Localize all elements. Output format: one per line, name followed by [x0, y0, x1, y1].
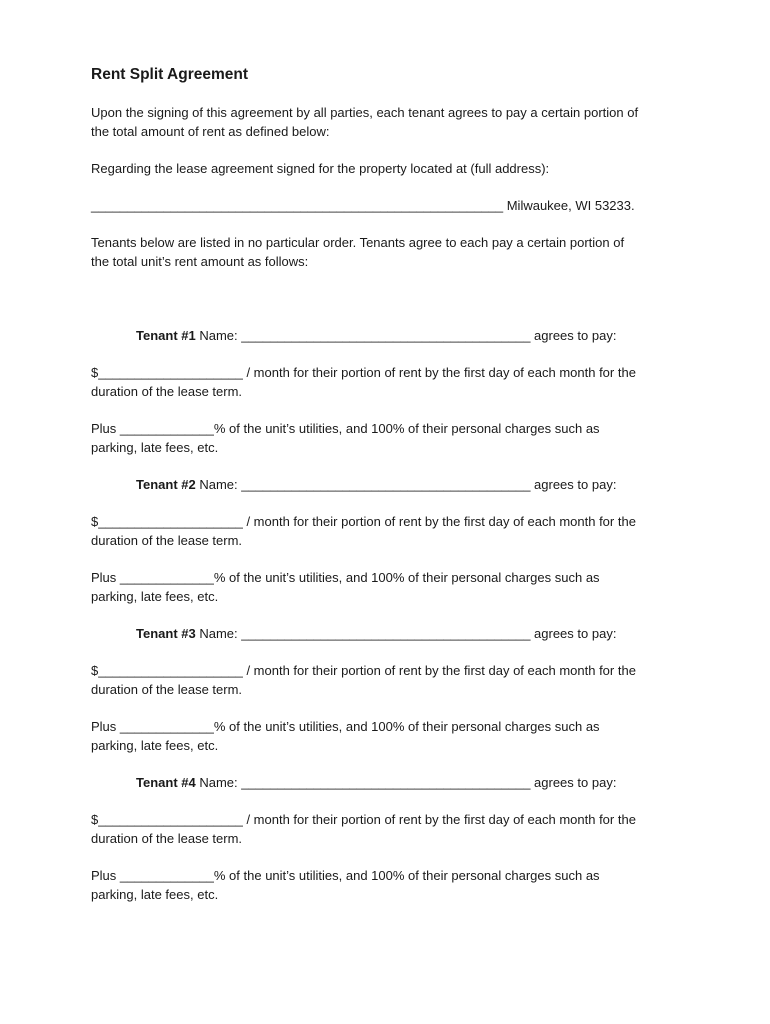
tenant-rent-line-1: $____________________ / month for their portion of rent by the first day of each month for the	[91, 514, 636, 529]
tenant-utilities-paragraph	[91, 717, 691, 755]
tenant-utilities-line-2: parking, late fees, etc.	[91, 589, 219, 604]
tenant-label: Tenant #4	[136, 775, 196, 790]
tenant-utilities-paragraph	[91, 419, 691, 457]
tenant-utilities-line-1: Plus _____________% of the unit’s utilities, and 100% of their personal charges such as	[91, 421, 600, 436]
document-title: Rent Split Agreement	[91, 66, 249, 83]
tenant-utilities-line-2: parking, late fees, etc.	[91, 440, 219, 455]
section-spacer	[91, 289, 691, 326]
tenant-block	[91, 326, 691, 457]
tenant-block	[91, 475, 691, 606]
tenant-utilities-line-1: Plus _____________% of the unit’s utilities, and 100% of their personal charges such as	[91, 570, 600, 585]
tenant-rent-paragraph	[91, 810, 691, 848]
tenant-label: Tenant #1	[136, 328, 196, 343]
tenant-utilities-line-2: parking, late fees, etc.	[91, 738, 219, 753]
tenant-rent-line-2: duration of the lease term.	[91, 831, 243, 846]
tenant-label: Tenant #3	[136, 626, 196, 641]
tenant-rent-line-1: $____________________ / month for their portion of rent by the first day of each month for the	[91, 812, 636, 827]
intro-line-1: Upon the signing of this agreement by all parties, each tenant agrees to pay a certain portion of	[91, 105, 639, 120]
tenant-rent-paragraph	[91, 363, 691, 401]
tenant-name-blank: Name: ________________________________________ agrees to pay:	[195, 775, 617, 790]
tenants-intro-line-2: the total unit’s rent amount as follows:	[91, 254, 309, 269]
tenant-rent-line-1: $____________________ / month for their portion of rent by the first day of each month for the	[91, 365, 636, 380]
tenant-rent-paragraph	[91, 512, 691, 550]
tenant-rent-line-2: duration of the lease term.	[91, 682, 243, 697]
tenant-name-blank: Name: ________________________________________ agrees to pay:	[195, 328, 617, 343]
tenant-utilities-line-1: Plus _____________% of the unit’s utilities, and 100% of their personal charges such as	[91, 868, 600, 883]
tenant-utilities-paragraph	[91, 568, 691, 606]
tenants-intro-paragraph	[91, 233, 691, 271]
tenant-rent-line-2: duration of the lease term.	[91, 533, 243, 548]
tenant-name-line	[136, 475, 691, 494]
tenant-name-line	[136, 326, 691, 345]
tenant-block	[91, 624, 691, 755]
tenant-utilities-line-1: Plus _____________% of the unit’s utilities, and 100% of their personal charges such as	[91, 719, 600, 734]
tenant-name-blank: Name: ________________________________________ agrees to pay:	[195, 477, 617, 492]
tenant-rent-paragraph	[91, 661, 691, 699]
tenant-utilities-paragraph	[91, 866, 691, 904]
tenant-label: Tenant #2	[136, 477, 196, 492]
tenant-block	[91, 773, 691, 904]
tenant-name-line	[136, 624, 691, 643]
intro-line-2: the total amount of rent as defined below:	[91, 124, 330, 139]
tenants-intro-line-1: Tenants below are listed in no particular order. Tenants agree to each pay a certain portion of	[91, 235, 625, 250]
tenant-name-blank: Name: ________________________________________ agrees to pay:	[195, 626, 617, 641]
tenant-utilities-line-2: parking, late fees, etc.	[91, 887, 219, 902]
tenant-rent-line-1: $____________________ / month for their portion of rent by the first day of each month for the	[91, 663, 636, 678]
address-blank-line: _________________________________________________________ Milwaukee, WI 53233.	[91, 198, 635, 213]
tenant-rent-line-2: duration of the lease term.	[91, 384, 243, 399]
regarding-paragraph: Regarding the lease agreement signed for the property located at (full address):	[91, 161, 550, 176]
intro-paragraph	[91, 103, 691, 141]
document-body	[91, 64, 691, 922]
tenant-name-line	[136, 773, 691, 792]
